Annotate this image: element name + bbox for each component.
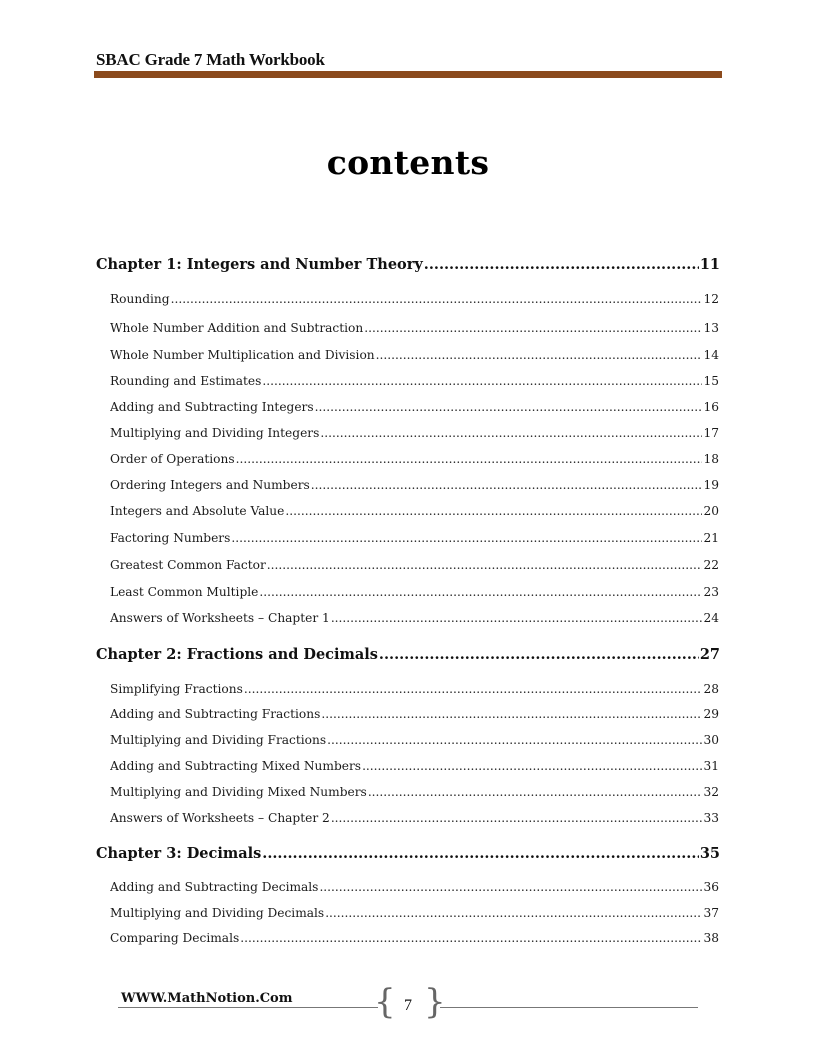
toc-page-number: 24: [703, 611, 719, 625]
toc-entry-label: Rounding: [110, 292, 170, 306]
toc-entry-label: Order of Operations: [110, 452, 235, 466]
toc-page-number: 19: [703, 478, 719, 492]
dot-leader: [315, 400, 703, 414]
toc-entry-label: Integers and Absolute Value: [110, 504, 285, 518]
toc-page-number: 35: [699, 845, 720, 862]
toc-page-number: 20: [703, 504, 719, 518]
toc-page-number: 33: [703, 811, 719, 825]
toc-entry[interactable]: [110, 558, 719, 572]
toc-entry[interactable]: [110, 374, 719, 388]
toc-entry[interactable]: [110, 785, 719, 799]
toc-entry[interactable]: [110, 292, 719, 306]
toc-entry-label: Adding and Subtracting Integers: [110, 400, 314, 414]
left-brace-icon: {: [374, 982, 396, 1022]
dot-leader: [236, 452, 703, 466]
toc-entry[interactable]: [110, 426, 719, 440]
dot-leader: [331, 811, 703, 825]
dot-leader: [259, 585, 702, 599]
dot-leader: [321, 707, 702, 721]
toc-entry-label: Comparing Decimals: [110, 931, 240, 945]
toc-page-number: 11: [699, 256, 720, 273]
toc-entry[interactable]: [110, 682, 719, 696]
toc-page-number: 30: [703, 733, 719, 747]
toc-entry[interactable]: [110, 707, 719, 721]
toc-entry[interactable]: [110, 811, 719, 825]
toc-page-number: 14: [703, 348, 719, 362]
toc-entry[interactable]: [110, 585, 719, 599]
toc-entry-label: Multiplying and Dividing Decimals: [110, 906, 325, 920]
dot-leader: [240, 931, 702, 945]
toc-entry[interactable]: [110, 504, 719, 518]
workbook-title: SBAC Grade 7 Math Workbook: [96, 50, 325, 69]
toc-chapter-label: Chapter 1: Integers and Number Theory: [96, 256, 423, 273]
toc-entry[interactable]: [110, 321, 719, 335]
dot-leader: [285, 504, 702, 518]
right-brace-icon: }: [424, 982, 446, 1022]
footer-rule-left: [118, 1007, 378, 1008]
toc-page-number: 37: [703, 906, 719, 920]
footer-rule-right: [440, 1007, 698, 1008]
toc-entry-label: Whole Number Addition and Subtraction: [110, 321, 364, 335]
toc-page-number: 28: [703, 682, 719, 696]
toc-entry[interactable]: [110, 611, 719, 625]
toc-page-number: 18: [703, 452, 719, 466]
toc-entry[interactable]: [110, 759, 719, 773]
dot-leader: [327, 733, 702, 747]
dot-leader: [231, 531, 702, 545]
dot-leader: [262, 845, 699, 862]
toc-entry[interactable]: [110, 906, 719, 920]
dot-leader: [320, 426, 702, 440]
dot-leader: [424, 256, 699, 273]
header-rule: [94, 71, 722, 78]
toc-entry[interactable]: [110, 931, 719, 945]
dot-leader: [267, 558, 703, 572]
toc-entry[interactable]: [110, 400, 719, 414]
toc-entry[interactable]: [110, 531, 719, 545]
page-number: 7: [404, 997, 412, 1014]
dot-leader: [325, 906, 702, 920]
toc-page-number: 36: [703, 880, 719, 894]
toc-entry[interactable]: [110, 478, 719, 492]
toc-entry-label: Adding and Subtracting Mixed Numbers: [110, 759, 362, 773]
toc-entry[interactable]: [110, 348, 719, 362]
toc-entry-label: Whole Number Multiplication and Division: [110, 348, 375, 362]
toc-entry-label: Greatest Common Factor: [110, 558, 266, 572]
dot-leader: [376, 348, 703, 362]
dot-leader: [368, 785, 703, 799]
toc-entry-label: Adding and Subtracting Fractions: [110, 707, 321, 721]
toc-entry-label: Multiplying and Dividing Integers: [110, 426, 320, 440]
toc-entry-label: Rounding and Estimates: [110, 374, 262, 388]
toc-entry-label: Least Common Multiple: [110, 585, 259, 599]
dot-leader: [379, 646, 699, 663]
toc-page-number: 29: [703, 707, 719, 721]
toc-page-number: 32: [703, 785, 719, 799]
dot-leader: [364, 321, 702, 335]
toc-chapter-1[interactable]: [96, 256, 720, 273]
toc-page-number: 12: [703, 292, 719, 306]
toc-chapter-label: Chapter 2: Fractions and Decimals: [96, 646, 378, 663]
toc-chapter-2[interactable]: [96, 646, 720, 663]
toc-page-number: 22: [703, 558, 719, 572]
toc-entry[interactable]: [110, 452, 719, 466]
dot-leader: [311, 478, 703, 492]
dot-leader: [319, 880, 702, 894]
toc-page-number: 21: [703, 531, 719, 545]
dot-leader: [331, 611, 703, 625]
toc-entry-label: Answers of Worksheets – Chapter 2: [110, 811, 330, 825]
dot-leader: [362, 759, 702, 773]
toc-page-number: 27: [699, 646, 720, 663]
toc-entry-label: Simplifying Fractions: [110, 682, 243, 696]
toc-entry[interactable]: [110, 733, 719, 747]
toc-page-number: 16: [703, 400, 719, 414]
toc-entry-label: Factoring Numbers: [110, 531, 231, 545]
toc-entry-label: Adding and Subtracting Decimals: [110, 880, 319, 894]
toc-entry-label: Multiplying and Dividing Fractions: [110, 733, 327, 747]
toc-page-number: 15: [703, 374, 719, 388]
dot-leader: [262, 374, 702, 388]
toc-page-number: 17: [703, 426, 719, 440]
toc-entry-label: Multiplying and Dividing Mixed Numbers: [110, 785, 367, 799]
dot-leader: [244, 682, 703, 696]
footer-website-link[interactable]: WWW.MathNotion.Com: [121, 991, 293, 1006]
page-heading: contents: [326, 143, 490, 182]
toc-page-number: 13: [703, 321, 719, 335]
toc-chapter-label: Chapter 3: Decimals: [96, 845, 262, 862]
toc-entry-label: Answers of Worksheets – Chapter 1: [110, 611, 330, 625]
toc-entry-label: Ordering Integers and Numbers: [110, 478, 310, 492]
toc-page-number: 38: [703, 931, 719, 945]
toc-chapter-3[interactable]: [96, 845, 720, 862]
toc-page-number: 31: [703, 759, 719, 773]
toc-entry[interactable]: [110, 880, 719, 894]
toc-page-number: 23: [703, 585, 719, 599]
dot-leader: [171, 292, 703, 306]
